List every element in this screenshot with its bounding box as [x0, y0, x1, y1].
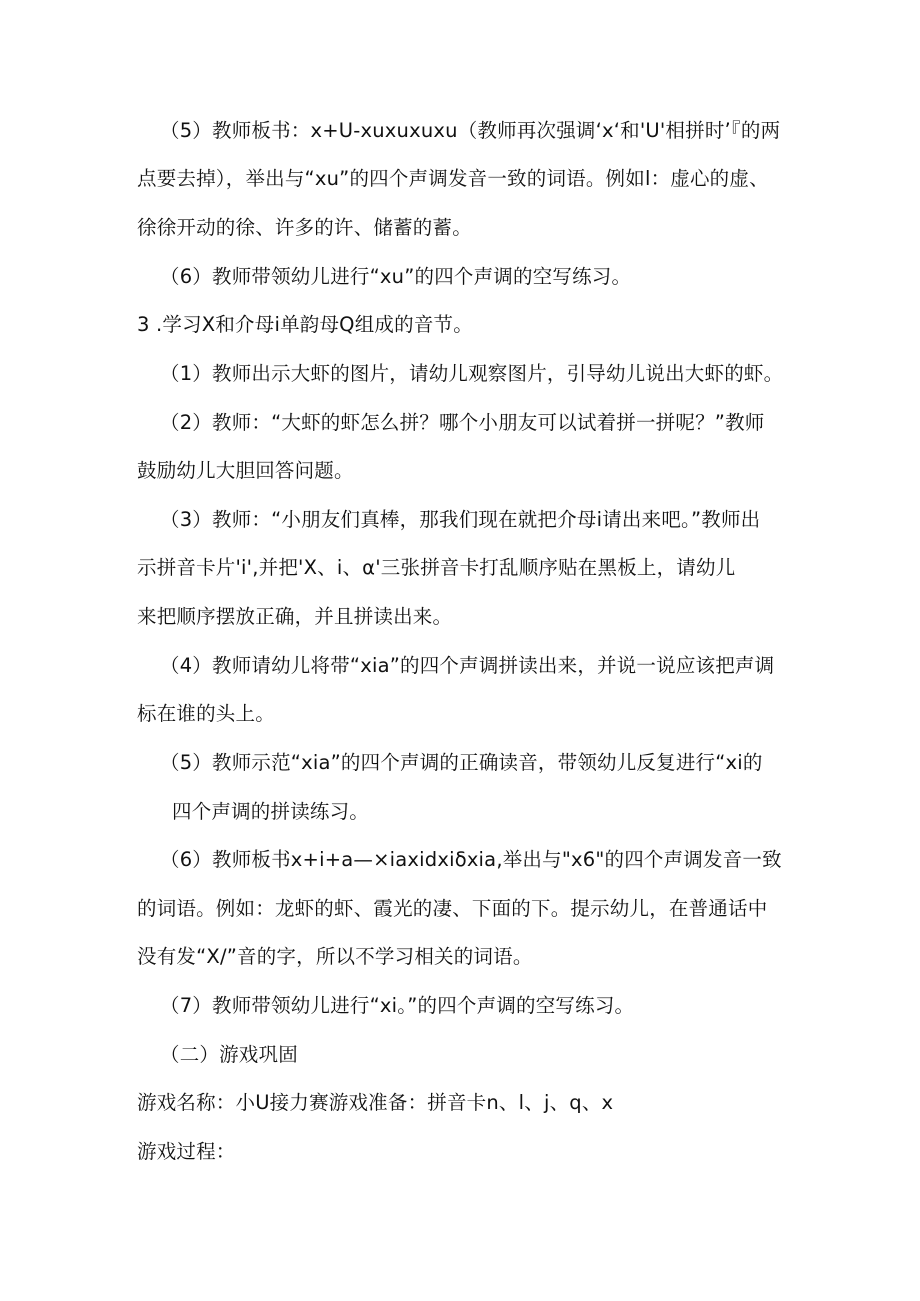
paragraph-line: （4）教师请幼儿将带“xia”的四个声调拼读出来，并说一说应该把声调	[160, 654, 775, 677]
paragraph-line: （3）教师：“小朋友们真棒，那我们现在就把介母i请出来吧。”教师出	[160, 508, 761, 531]
paragraph-line: 的词语。例如：龙虾的虾、霞光的凄、下面的下。提示幼儿，在普通话中	[137, 897, 768, 920]
paragraph-line: （1）教师出示大虾的图片，请幼儿观察图片，引导幼儿说出大虾的虾。	[160, 362, 784, 385]
paragraph-line: 没有发“X/”音的字，所以不学习相关的词语。	[137, 945, 533, 968]
paragraph-line: （6）教师带领幼儿进行“xu”的四个声调的空写练习。	[160, 265, 632, 288]
section-heading: 3 .学习X和介母i单韵母Q组成的音节。	[137, 313, 473, 336]
paragraph-line: 游戏过程：	[137, 1140, 236, 1163]
paragraph-line: （7）教师带领幼儿进行“xi。”的四个声调的空写练习。	[160, 994, 635, 1017]
paragraph-line: 四个声调的拼读练习。	[172, 800, 370, 823]
paragraph-line: 游戏名称：小U接力赛游戏准备：拼音卡n、l、j、q、x	[137, 1091, 614, 1114]
section-heading: （二）游戏巩固	[160, 1043, 298, 1066]
paragraph-line: 徐徐开动的徐、许多的许、储蓄的蓄。	[137, 216, 472, 239]
paragraph-line: （5）教师板书：x+U-xuxuxuxu（教师再次强调‘x‘和'U'相拼时’『的两	[160, 119, 781, 142]
paragraph-line: 点要去掉），举出与“xu”的四个声调发音一致的词语。例如l：虚心的虚、	[137, 167, 769, 190]
paragraph-line: 来把顺序摆放正确，并且拼读出来。	[137, 605, 453, 628]
paragraph-line: （2）教师：“大虾的虾怎么拼？哪个小朋友可以试着拼一拼呢？”教师	[160, 411, 765, 434]
paragraph-line: 鼓励幼儿大胆回答问题。	[137, 459, 354, 482]
paragraph-line: 示拼音卡片'i',并把'X、i、α'三张拼音卡打乱顺序贴在黑板上，请幼儿	[137, 556, 736, 579]
paragraph-line: 标在谁的头上。	[137, 702, 275, 725]
paragraph-line: （5）教师示范“xia”的四个声调的正确读音，带领幼儿反复进行“xi的	[160, 751, 763, 774]
paragraph-line: （6）教师板书x+i+a—×iaxidxiδxia,举出与"x6"的四个声调发音一致	[160, 848, 782, 871]
